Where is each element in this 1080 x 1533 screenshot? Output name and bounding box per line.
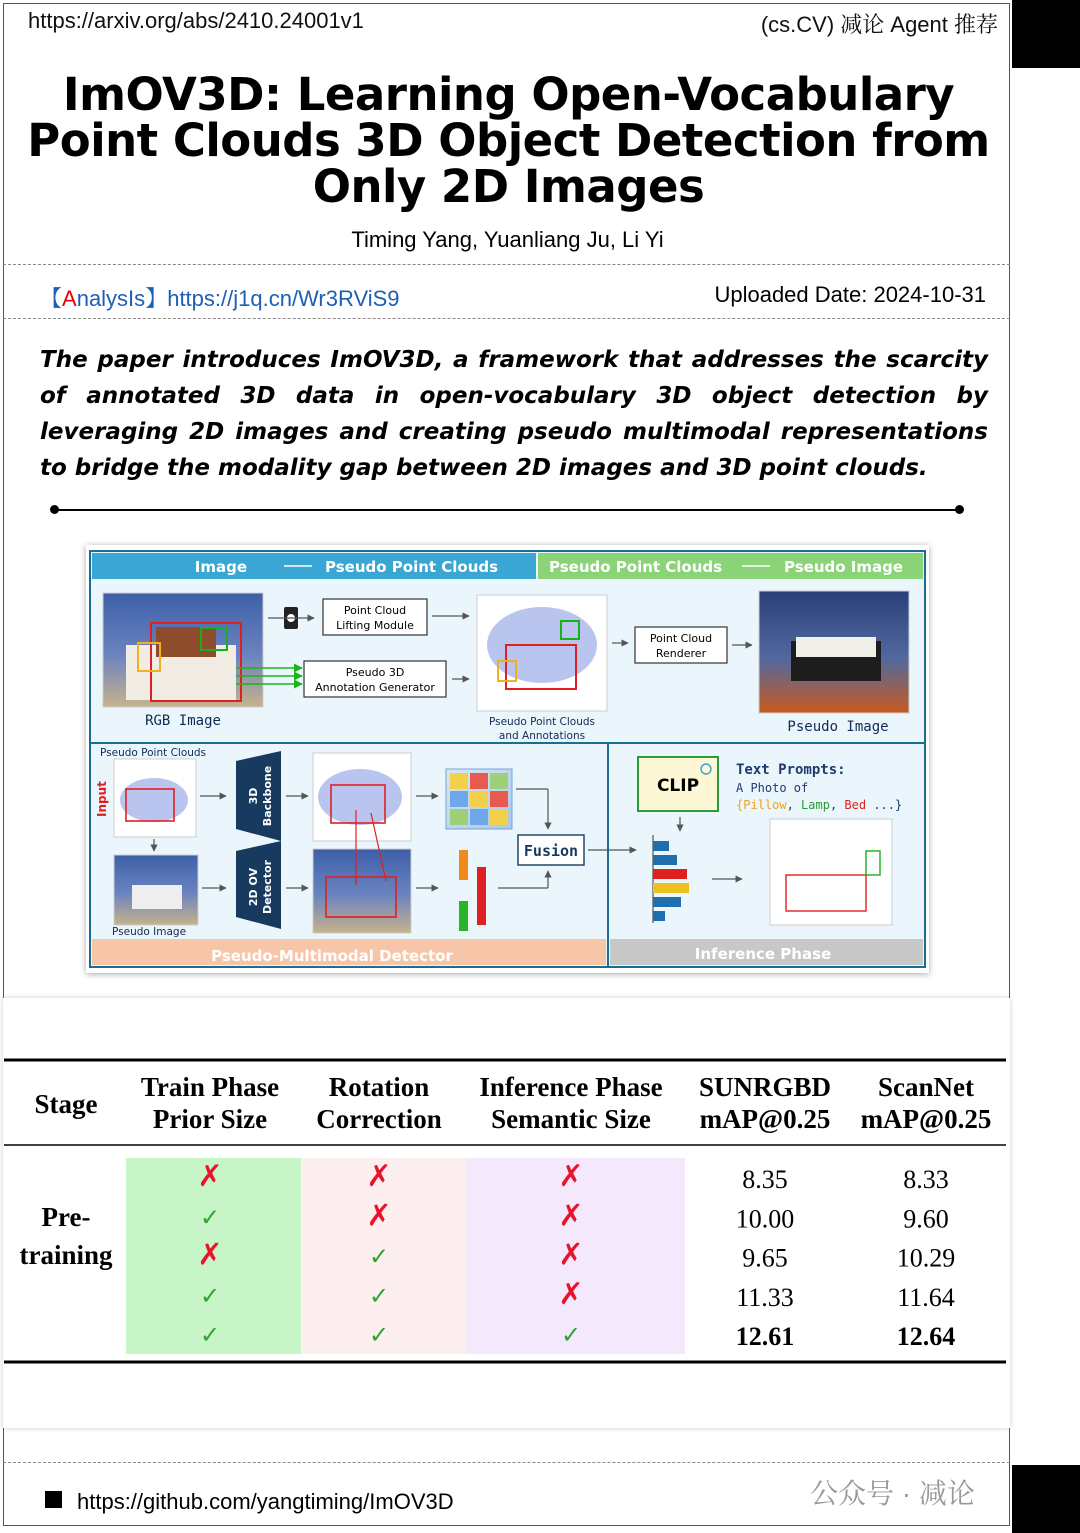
header-cell: ScanNet xyxy=(878,1072,974,1102)
section-divider xyxy=(54,509,960,511)
detector-line1: 2D OV xyxy=(247,867,260,907)
header-cell: mAP@0.25 xyxy=(860,1104,992,1134)
annotation-generator-line2: Annotation Generator xyxy=(315,681,435,694)
ppc-label-line2: and Annotations xyxy=(498,730,586,742)
annotation-generator-line1: Pseudo 3D xyxy=(345,666,405,679)
header-cell: Semantic Size xyxy=(491,1104,651,1134)
check-icon: ✓ xyxy=(368,1321,390,1350)
arxiv-url[interactable]: https://arxiv.org/abs/2410.24001v1 xyxy=(28,8,364,33)
header-cell: SUNRGBD xyxy=(698,1072,832,1102)
header-cell: Prior Size xyxy=(152,1104,268,1134)
analysis-bracket-close: 】 xyxy=(145,286,168,311)
det-ppc-label: Pseudo Point Clouds xyxy=(100,747,207,759)
rgb-image-label: RGB Image xyxy=(145,713,221,729)
check-icon: ✓ xyxy=(199,1203,221,1232)
check-icon: ✓ xyxy=(368,1281,390,1310)
analysis-word: nalysIs xyxy=(76,286,146,311)
band-left-b: Pseudo Point Clouds xyxy=(325,558,499,576)
inference-result-image xyxy=(770,819,892,925)
band-left-a: Image xyxy=(194,558,247,576)
renderer-line2: Renderer xyxy=(655,647,707,660)
lifting-module-line1: Point Cloud xyxy=(343,604,407,617)
input-label: Input xyxy=(95,781,109,817)
divider-dot-left xyxy=(50,505,59,514)
prompts-line: A Photo of xyxy=(736,781,809,795)
band-right-a: Pseudo Point Clouds xyxy=(549,558,723,576)
cross-icon: ✗ xyxy=(366,1198,392,1234)
backbone-line1: 3D xyxy=(247,787,260,805)
ppc-label-line1: Pseudo Point Clouds xyxy=(488,716,596,728)
method-diagram xyxy=(86,545,929,973)
cross-icon: ✗ xyxy=(558,1198,584,1234)
scannet-value: 12.64 xyxy=(896,1322,956,1352)
category-label: (cs.CV) 减论 Agent 推荐 xyxy=(760,12,998,37)
cross-icon: ✗ xyxy=(197,1237,223,1273)
clip-label: CLIP xyxy=(656,776,700,796)
cross-icon: ✗ xyxy=(558,1159,584,1194)
scannet-value: 8.33 xyxy=(903,1165,949,1194)
scannet-value: 11.64 xyxy=(897,1282,955,1312)
wechat-watermark: 公众号 · 减论 xyxy=(810,1478,975,1509)
header-cell: Train Phase xyxy=(140,1072,280,1102)
renderer-line1: Point Cloud xyxy=(649,632,713,645)
header-cell: mAP@0.25 xyxy=(699,1104,831,1134)
divider-footer xyxy=(3,1462,1010,1463)
analysis-a: A xyxy=(62,286,77,311)
sunrgbd-value: 9.65 xyxy=(742,1243,788,1273)
sunrgbd-value: 12.61 xyxy=(735,1322,795,1352)
sunrgbd-value: 10.00 xyxy=(735,1204,795,1234)
header-cell: Correction xyxy=(316,1104,442,1134)
header-cell: Rotation xyxy=(328,1072,430,1102)
prompts-title: Text Prompts: xyxy=(736,762,846,778)
paper-title: ImOV3D: Learning Open-Vocabulary Point Clouds 3D Object Detection from Only 2D Images xyxy=(27,68,990,213)
method-figure xyxy=(86,545,929,973)
stage-label: Pre- xyxy=(41,1202,91,1232)
cross-icon: ✗ xyxy=(197,1159,223,1194)
det-pi-label: Pseudo Image xyxy=(112,926,187,938)
analysis-bracket-open: 【 xyxy=(40,286,63,311)
backbone-line2: Backbone xyxy=(261,765,274,827)
detector-line2: Detector xyxy=(261,859,274,915)
divider-dot-right xyxy=(955,505,964,514)
footer-bullet xyxy=(45,1491,62,1508)
feature-cube xyxy=(446,769,512,829)
analysis-link[interactable] xyxy=(40,282,400,313)
header-cell: Inference Phase xyxy=(479,1072,663,1102)
prompts-classes: {Pillow, Lamp, Bed ...} xyxy=(736,798,903,812)
check-icon: ✓ xyxy=(199,1281,221,1310)
sunrgbd-value: 11.33 xyxy=(736,1282,794,1312)
corner-block-bottom xyxy=(1012,1465,1080,1533)
analysis-url[interactable]: https://j1q.cn/Wr3RViS9 xyxy=(167,286,400,311)
paper-authors: Timing Yang, Yuanliang Ju, Li Yi xyxy=(351,227,664,252)
check-icon: ✓ xyxy=(199,1321,221,1350)
scannet-value: 10.29 xyxy=(896,1243,956,1273)
divider-top xyxy=(3,264,1010,265)
cross-icon: ✗ xyxy=(366,1159,392,1194)
ablation-table xyxy=(4,1058,1006,1364)
band-right-b: Pseudo Image xyxy=(784,558,904,576)
check-icon: ✓ xyxy=(560,1321,582,1350)
divider-mid xyxy=(3,318,1010,319)
github-link[interactable]: https://github.com/yangtiming/ImOV3D xyxy=(77,1489,454,1514)
cross-icon: ✗ xyxy=(558,1237,584,1273)
fusion-label: Fusion xyxy=(523,842,579,860)
bottom-right-label: Inference Phase xyxy=(694,945,832,963)
scannet-value: 9.60 xyxy=(903,1204,949,1234)
lifting-module-line2: Lifting Module xyxy=(336,619,414,632)
bottom-left-label: Pseudo-Multimodal Detector xyxy=(211,947,453,965)
stage-label: training xyxy=(19,1240,113,1270)
cross-icon: ✗ xyxy=(558,1276,584,1312)
uploaded-date: Uploaded Date: 2024-10-31 xyxy=(714,282,986,307)
corner-block-top xyxy=(1012,0,1080,68)
sunrgbd-value: 8.35 xyxy=(742,1165,788,1194)
pseudo-image-label: Pseudo Image xyxy=(787,719,889,735)
header-cell: Stage xyxy=(34,1089,98,1119)
paper-summary: The paper introduces ImOV3D, a framework that addresses the scarcity of annotated 3D data in open-vocabulary 3D object detection by leveraging 2D images and creating pseudo multimodal representations to bridge the modality gap between 2D images and 3D point clouds. xyxy=(40,347,988,481)
check-icon: ✓ xyxy=(368,1242,390,1271)
